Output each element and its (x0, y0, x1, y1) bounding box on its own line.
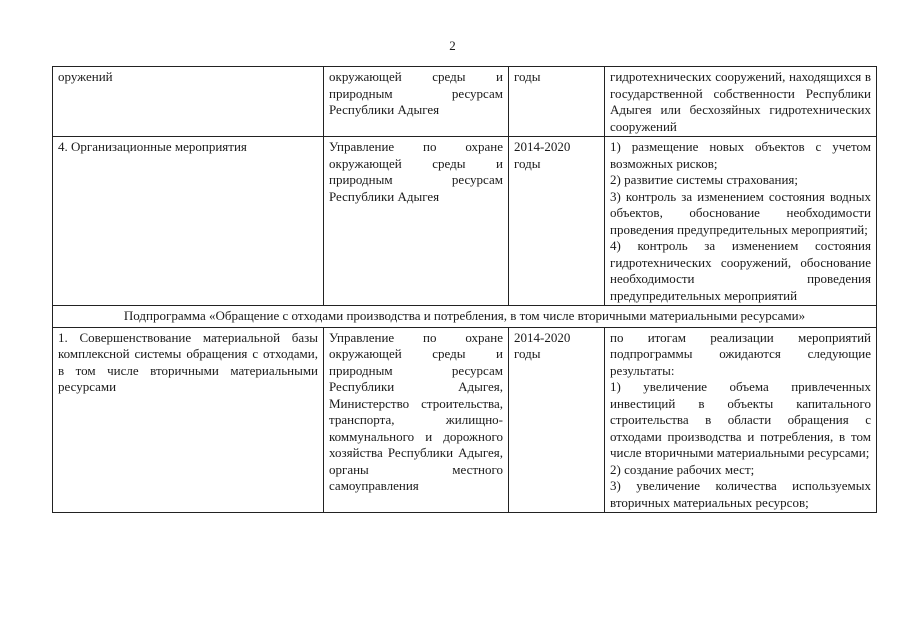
measure-cell: 4. Организационные мероприятия (53, 137, 324, 306)
result-item: 4) контроль за изменением состояния гидротехнических сооружений, обоснование необходимости проведения предупредительных мероприятий (610, 238, 871, 303)
responsible-cell: Управление по охране окружающей среды и природным ресурсам Республики Адыгея, Министерство строительства, транспорта, жилищно-коммунального и дорожного хозяйства Республики Адыгея, органы местного самоуправления (324, 327, 509, 513)
measure-cell: оружений (53, 67, 324, 137)
years-cell: 2014-2020 годы (509, 327, 605, 513)
results-cell (605, 67, 877, 137)
measure-cell: 1. Совершенствование материальной базы комплексной системы обращения с отходами, в том числе вторичными материальными ресурсами (53, 327, 324, 513)
program-measures-table (52, 66, 877, 513)
years-cell: годы (509, 67, 605, 137)
table-row (53, 67, 877, 137)
responsible-cell: Управление по охране окружающей среды и природным ресурсам Республики Адыгея (324, 137, 509, 306)
subprogram-heading-row (53, 306, 877, 328)
result-item: 3) увеличение количества используемых вторичных материальных ресурсов; (610, 478, 871, 510)
subprogram-title: Подпрограмма «Обращение с отходами производства и потребления, в том числе вторичными материальными ресурсами» (53, 306, 877, 328)
results-cell (605, 137, 877, 306)
result-item: 1) увеличение объема привлеченных инвестиций в объекты капитального строительства в области обращения с отходами производства и потребления, в том числе вторичными материальными ресурсами; (610, 379, 871, 460)
page-number: 2 (449, 38, 456, 53)
years-cell: 2014-2020 годы (509, 137, 605, 306)
responsible-cell: окружающей среды и природным ресурсам Республики Адыгея (324, 67, 509, 137)
table-row (53, 327, 877, 513)
result-item: 1) размещение новых объектов с учетом возможных рисков; (610, 139, 871, 171)
result-item: 2) развитие системы страхования; (610, 172, 799, 187)
result-item: 2) создание рабочих мест; (610, 461, 755, 477)
results-cell (605, 327, 877, 513)
result-item: по итогам реализации мероприятий подпрограммы ожидаются следующие результаты: (610, 329, 871, 378)
table-row (53, 137, 877, 306)
result-item: 3) контроль за изменением состояния водных объектов, обоснование необходимости проведения предупредительных мероприятий; (610, 188, 871, 237)
result-item: гидротехнических сооружений, находящихся в государственной собственности Республики Адыгея или бесхозяйных гидротехнических сооружений (610, 69, 871, 134)
